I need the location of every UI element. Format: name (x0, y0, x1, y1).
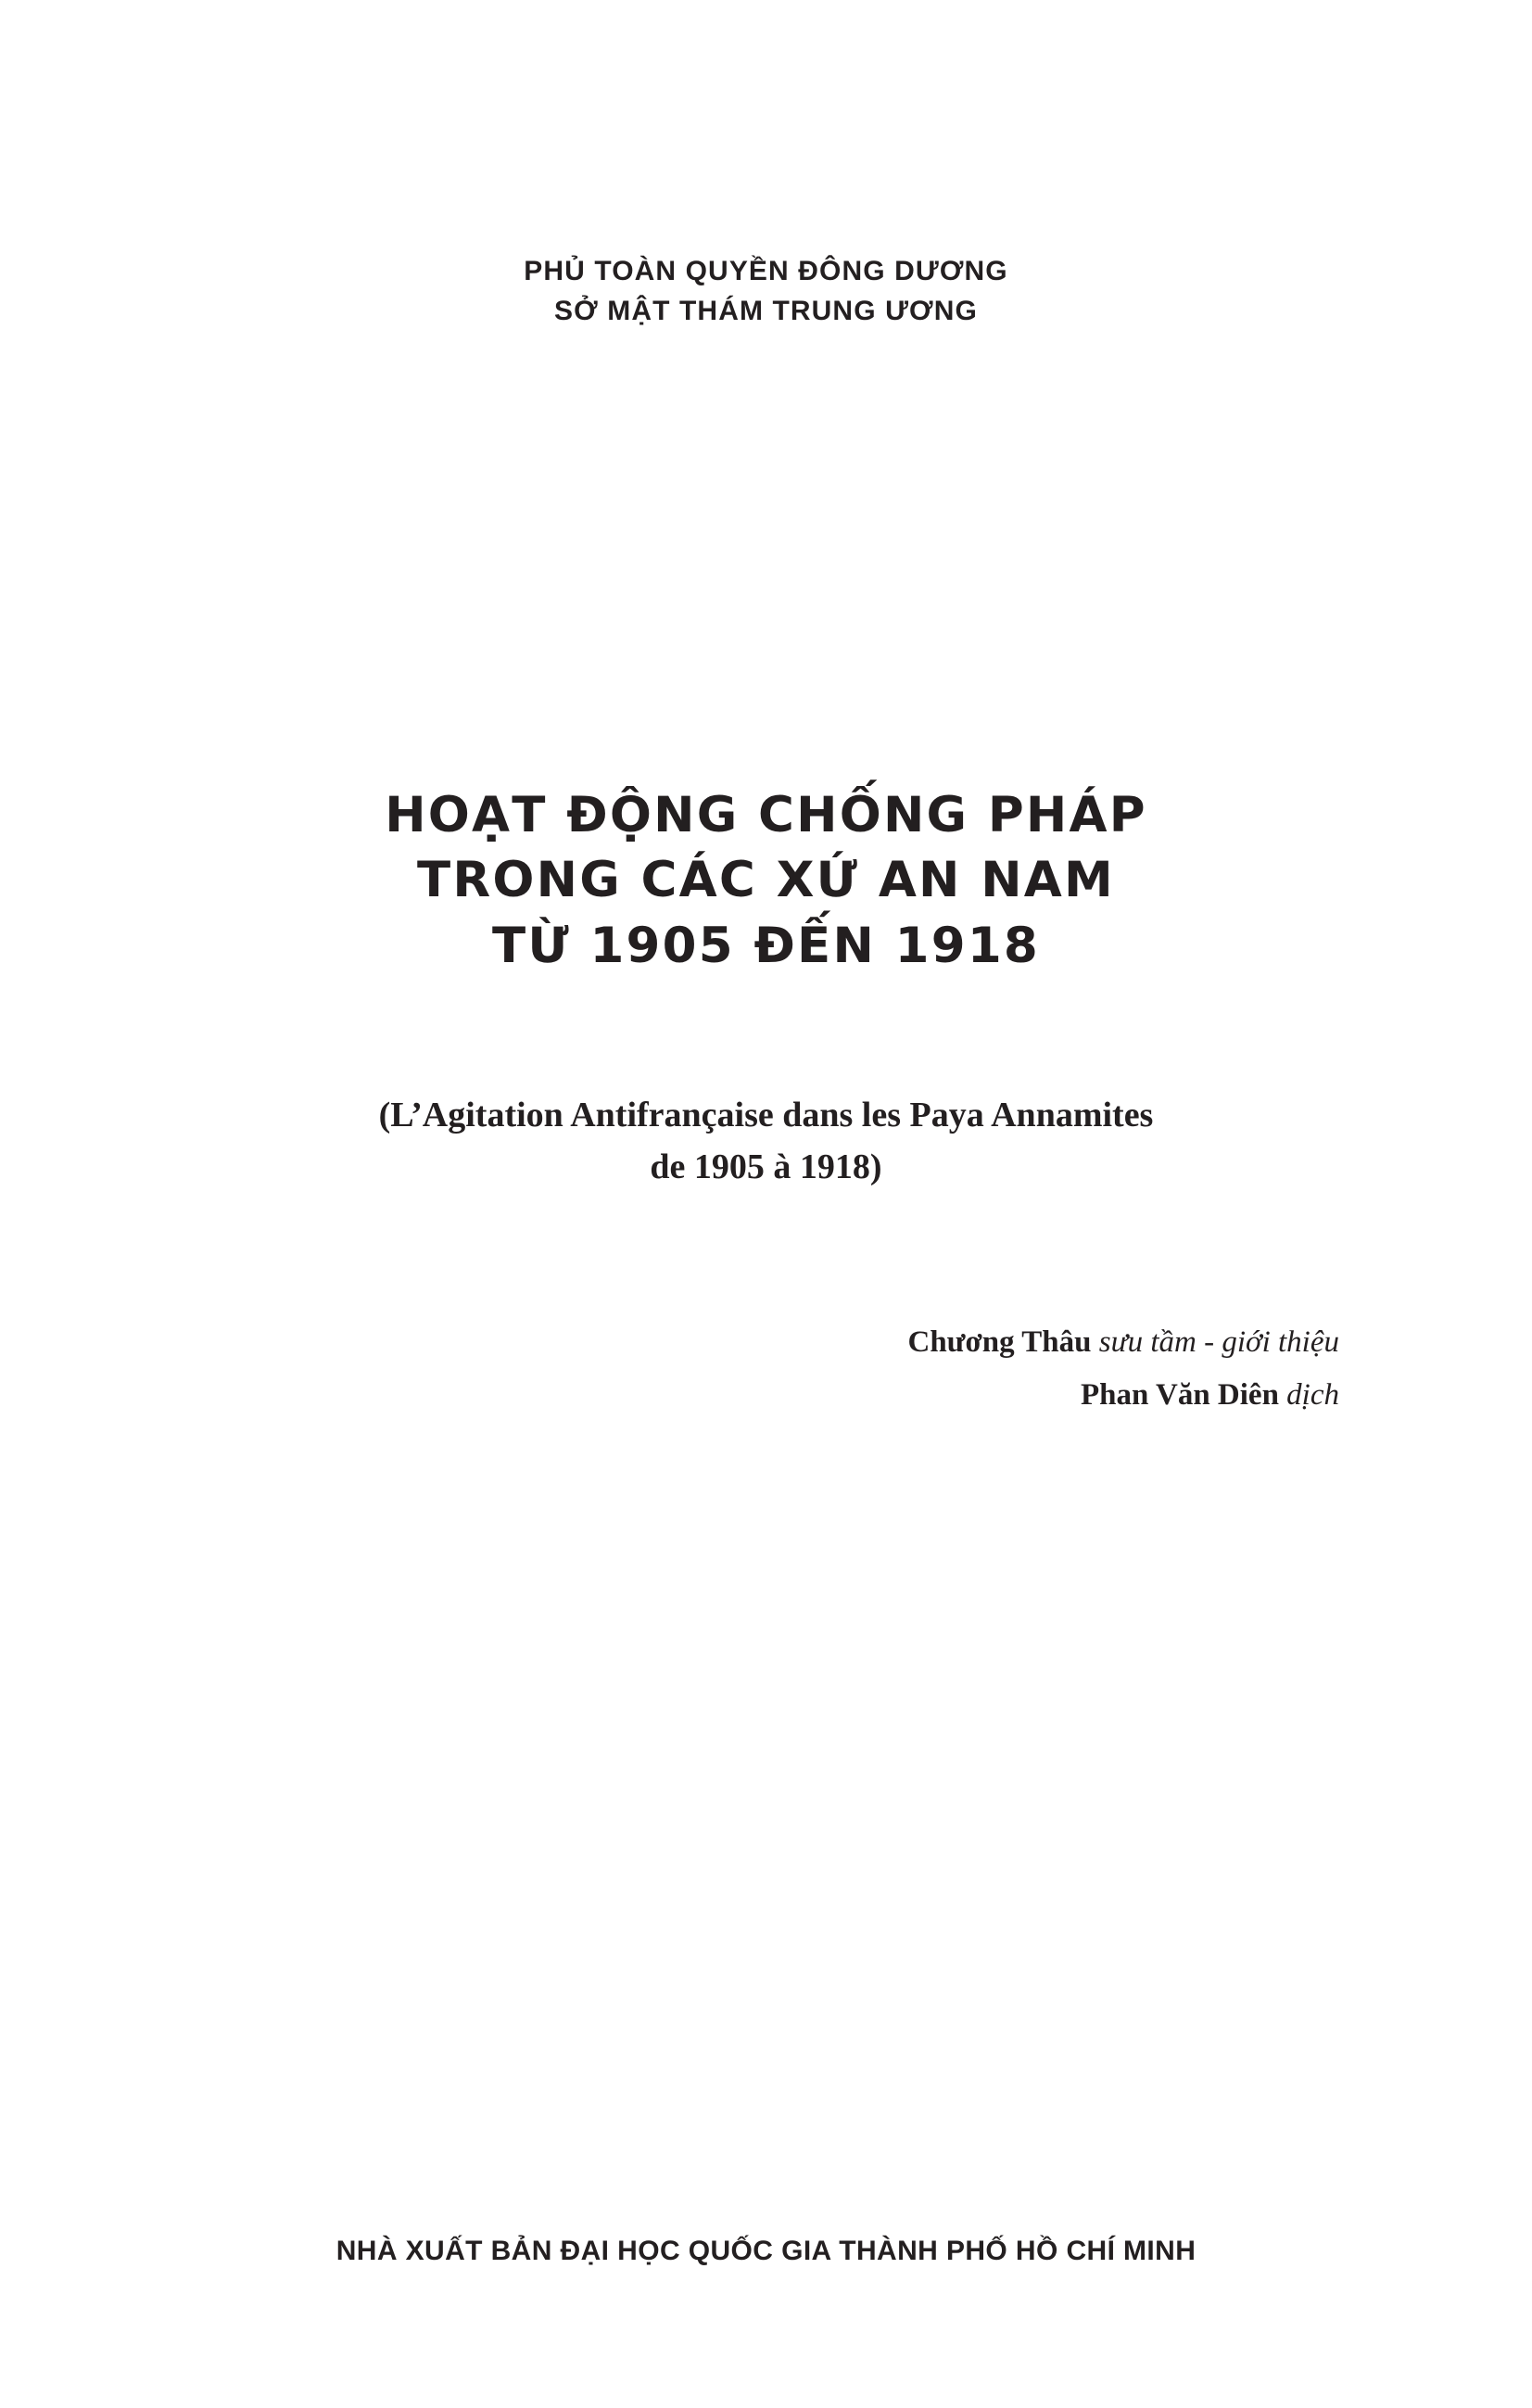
contributor-row (0, 1369, 1339, 1422)
book-title (0, 783, 1532, 979)
book-subtitle-line-2: de 1905 à 1918) (650, 1147, 882, 1187)
publisher-footer (0, 2236, 1532, 2267)
contributor-name: Chương Thâu (907, 1325, 1092, 1359)
book-title-line-2: TRONG CÁC XỨ AN NAM (417, 852, 1115, 909)
book-subtitle-line-1: (L’Agitation Antifrançaise dans les Paya Annamites (378, 1096, 1154, 1134)
publisher-name: NHÀ XUẤT BẢN ĐẠI HỌC QUỐC GIA THÀNH PHỐ HỒ CHÍ MINH (336, 2236, 1196, 2266)
contributor-role: dịch (1286, 1377, 1339, 1412)
book-title-line-1: HOẠT ĐỘNG CHỐNG PHÁP (385, 787, 1147, 843)
contributor-name: Phan Văn Diên (1080, 1377, 1279, 1412)
contributor-row (0, 1316, 1339, 1369)
issuing-authority-line-1: PHỦ TOÀN QUYỀN ĐÔNG DƯƠNG (524, 256, 1008, 286)
book-title-line-3: TỪ 1905 ĐẾN 1918 (492, 917, 1040, 974)
contributor-list (0, 1316, 1532, 1422)
issuing-authority (0, 252, 1532, 331)
book-subtitle-french (0, 1089, 1532, 1193)
contributor-role: sưu tầm - giới thiệu (1098, 1325, 1339, 1359)
issuing-authority-line-2: SỞ MẬT THÁM TRUNG ƯƠNG (554, 295, 978, 326)
